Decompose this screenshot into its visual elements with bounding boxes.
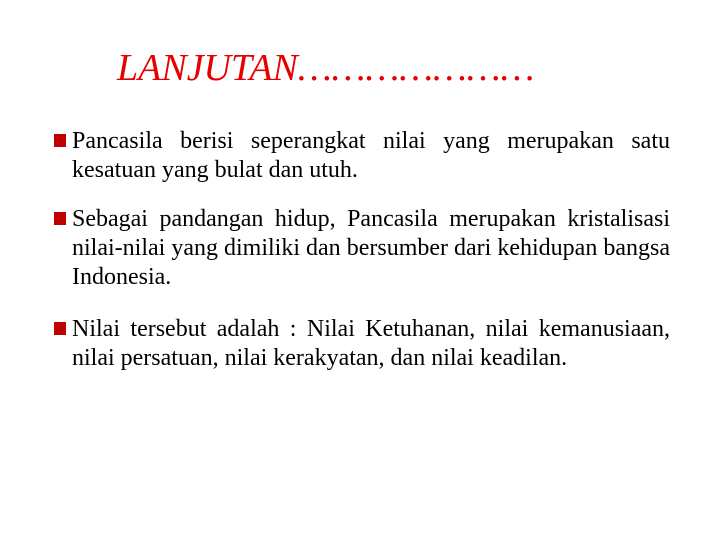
bullet-item-pancasila-unity [54, 127, 670, 185]
bullet-text: Sebagai pandangan hidup, Pancasila merupakan kristalisasi nilai-nilai yang dimiliki dan bersumber dari kehidupan bangsa Indonesia. [72, 206, 670, 290]
bullet-text: Nilai tersebut adalah : Nilai Ketuhanan, nilai kemanusiaan, nilai persatuan, nilai kerakyatan, dan nilai keadilan. [72, 316, 670, 371]
square-bullet-icon [54, 322, 66, 335]
bullet-item-values [54, 315, 670, 373]
bullet-text: Pancasila berisi seperangkat nilai yang merupakan satu kesatuan yang bulat dan utuh. [72, 128, 670, 183]
bullet-item-way-of-life [54, 205, 670, 292]
square-bullet-icon [54, 134, 66, 147]
slide-title: LANJUTAN………………… [117, 47, 535, 89]
bullet-list [54, 127, 670, 373]
square-bullet-icon [54, 212, 66, 225]
